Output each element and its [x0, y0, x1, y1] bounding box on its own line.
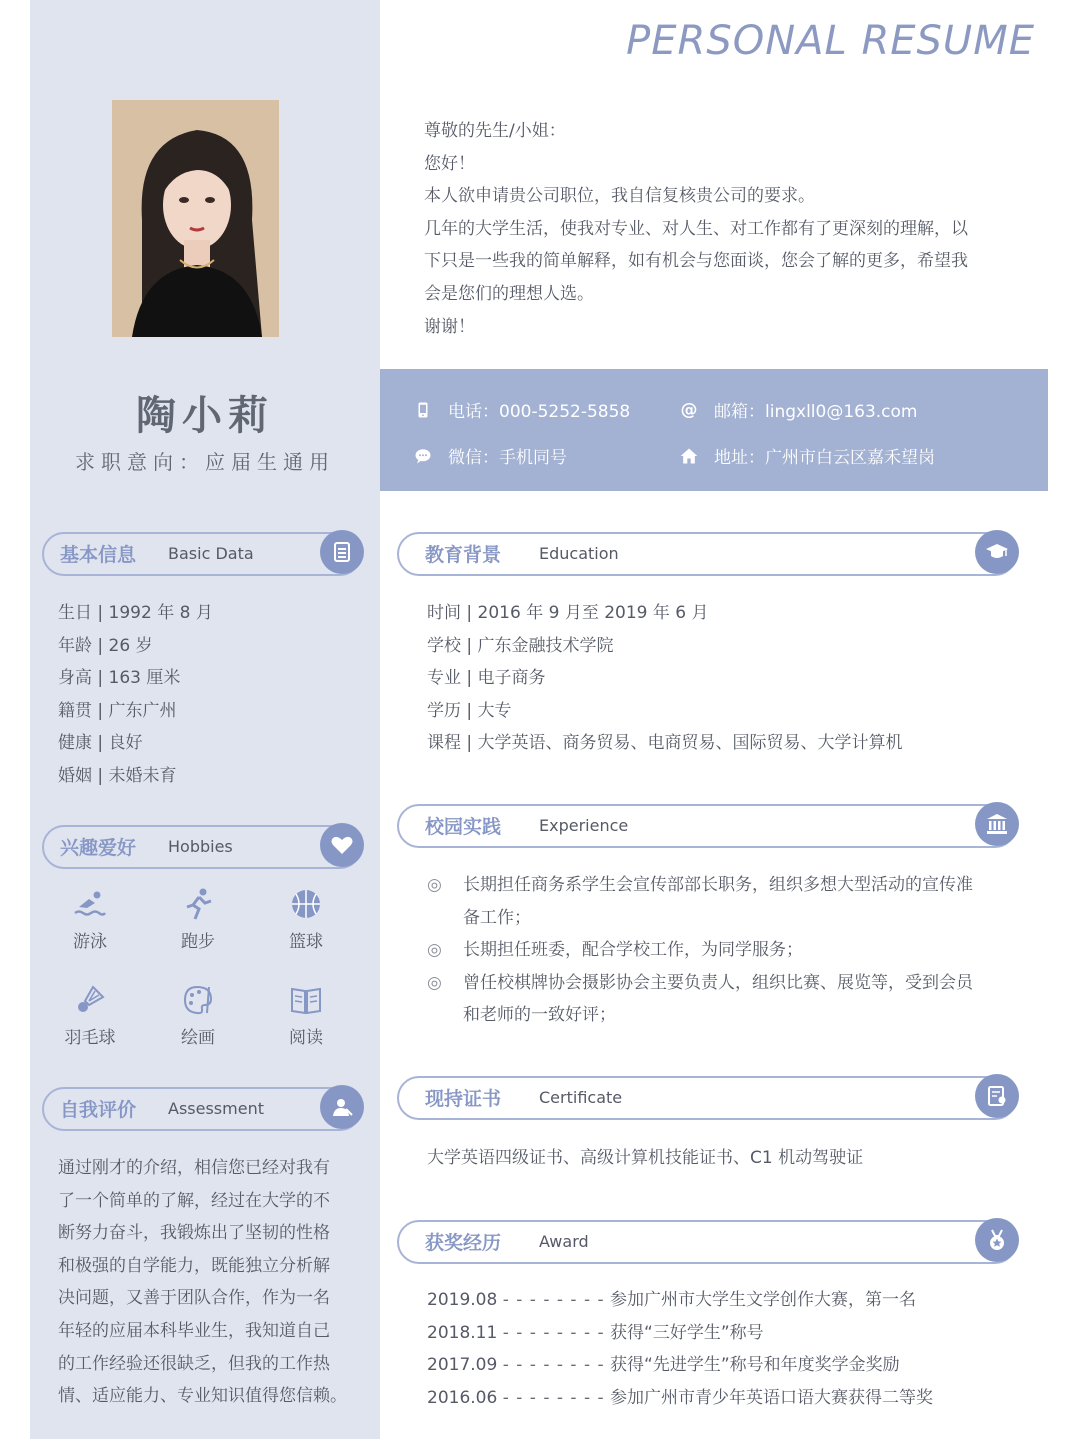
award-text: 参加广州市青少年英语口语大赛获得二等奖: [610, 1387, 934, 1408]
contact-band: [380, 369, 1048, 491]
letter-line: 您好！: [424, 153, 475, 174]
award-text: 获得“三好学生”称号: [610, 1322, 764, 1343]
wechat-text: 微信：手机同号: [448, 448, 567, 468]
phone-icon: [412, 399, 434, 421]
hobby-swimming: [50, 887, 130, 952]
contact-phone: [412, 397, 630, 422]
award-row: [427, 1285, 933, 1318]
section-title-en: Experience: [539, 816, 629, 835]
swimming-icon: [73, 887, 107, 921]
letter-line: 会是您们的理想人选。: [424, 283, 594, 304]
award-date: 2016.06: [427, 1387, 498, 1408]
hobby-reading: [266, 983, 346, 1048]
letter-line: 谢谢！: [424, 316, 475, 337]
bullet-marker: ◎: [427, 875, 442, 895]
experience-item: [427, 934, 1007, 967]
person-icon: [320, 1085, 364, 1129]
assessment-line: 通过刚才的介绍，相信您已经对我有: [58, 1158, 330, 1178]
hobby-label: 阅读: [289, 1028, 323, 1048]
education-list: [427, 598, 903, 761]
award-list: [427, 1285, 933, 1415]
education-row: 学历 | 大专: [427, 700, 512, 721]
letter-line: 尊敬的先生/小姐：: [424, 121, 566, 141]
profile-photo: [112, 100, 279, 337]
education-row: 专业 | 电子商务: [427, 668, 546, 688]
section-header-award: [397, 1220, 1017, 1264]
section-title-cn: 基本信息: [60, 544, 137, 566]
section-header-basic: [42, 532, 362, 576]
home-icon: [678, 445, 700, 467]
experience-list: [427, 869, 1007, 1032]
certificate-text: 大学英语四级证书、高级计算机技能证书、C1 机动驾驶证: [427, 1148, 864, 1168]
award-date: 2018.11: [427, 1322, 498, 1343]
basic-info-list: [58, 598, 213, 793]
section-title-en: Basic Data: [168, 544, 254, 563]
hobby-label: 篮球: [289, 932, 323, 952]
palette-icon: [181, 983, 215, 1017]
award-row: [427, 1350, 933, 1383]
education-row: 课程 | 大学英语、商务贸易、电商贸易、国际贸易、大学计算机: [427, 733, 903, 753]
experience-line: 长期担任商务系学生会宣传部部长职务，组织多想大型活动的宣传准: [463, 875, 973, 895]
section-title-en: Hobbies: [168, 837, 233, 856]
section-header-assessment: [42, 1087, 362, 1131]
job-intent: 求职意向：应届生通用: [75, 450, 335, 474]
experience-item: [427, 967, 1007, 1032]
section-header-certificate: [397, 1076, 1017, 1120]
assessment-line: 年轻的应届本科毕业生，我知道自己: [58, 1320, 330, 1341]
section-header-education: [397, 532, 1017, 576]
assessment-line: 和极强的自学能力，既能独立分析解: [58, 1255, 330, 1276]
award-dashes: - - - - - - - -: [502, 1290, 605, 1310]
experience-line: 长期担任班委，配合学校工作，为同学服务；: [463, 940, 803, 960]
hobby-label: 绘画: [181, 1028, 215, 1048]
award-dashes: - - - - - - - -: [502, 1322, 605, 1343]
award-text: 参加广州市大学生文学创作大赛，第一名: [610, 1290, 917, 1310]
section-title-en: Assessment: [168, 1099, 264, 1118]
at-icon: @: [680, 399, 698, 420]
bullet-marker: ◎: [427, 972, 442, 993]
experience-line: 备工作；: [463, 907, 531, 928]
section-header-experience: [397, 804, 1017, 848]
award-row: [427, 1318, 933, 1351]
certificate-icon: [975, 1074, 1019, 1118]
award-dashes: - - - - - - - -: [502, 1355, 605, 1375]
letter-line: 几年的大学生活，使我对专业、对人生、对工作都有了更深刻的理解，以: [424, 218, 968, 239]
award-dashes: - - - - - - - -: [502, 1387, 605, 1408]
candidate-name: 陶小莉: [136, 393, 274, 439]
section-title-cn: 校园实践: [425, 816, 502, 838]
hobby-basketball: [266, 887, 346, 952]
section-title-cn: 获奖经历: [425, 1232, 502, 1254]
self-assessment: [58, 1152, 348, 1413]
award-text: 获得“先进学生”称号和年度奖学金奖励: [610, 1355, 900, 1375]
contact-email: [678, 397, 918, 422]
heart-icon: [320, 823, 364, 867]
assessment-line: 情、适应能力、专业知识值得您信赖。: [58, 1386, 347, 1407]
education-row: 学校 | 广东金融技术学院: [427, 635, 614, 656]
shuttlecock-icon: [73, 983, 107, 1017]
award-date: 2019.08: [427, 1290, 498, 1310]
award-date: 2017.09: [427, 1355, 498, 1375]
assessment-line: 了一个简单的了解，经过在大学的不: [58, 1190, 330, 1211]
assessment-line: 决问题，又善于团队合作，作为一名: [58, 1288, 330, 1309]
education-row: 时间 | 2016 年 9 月至 2019 年 6 月: [427, 603, 709, 623]
assessment-line: 断努力奋斗，我锻炼出了坚韧的性格: [58, 1223, 330, 1244]
institution-icon: [975, 802, 1019, 846]
assessment-line: 的工作经验还很缺乏，但我的工作热: [58, 1353, 330, 1374]
phone-text: 电话：000-5252-5858: [448, 402, 631, 422]
info-row: 年龄 | 26 岁: [58, 635, 153, 656]
hobby-label: 游泳: [73, 932, 107, 952]
experience-line: 和老师的一致好评；: [463, 1005, 616, 1025]
chat-icon: [412, 445, 434, 467]
section-title-en: Education: [539, 544, 619, 563]
experience-item: [427, 869, 1007, 934]
section-title-cn: 自我评价: [60, 1099, 137, 1121]
graduation-cap-icon: [975, 530, 1019, 574]
email-text: 邮箱：lingxll0@163.com: [714, 402, 918, 422]
hobby-running: [158, 887, 238, 952]
info-row: 籍贯 | 广东广州: [58, 700, 177, 721]
experience-line: 曾任校棋牌协会摄影协会主要负责人，组织比赛、展览等，受到会员: [463, 972, 973, 993]
hobby-badminton: [50, 983, 130, 1048]
section-title-cn: 现持证书: [425, 1088, 502, 1110]
book-icon: [289, 983, 323, 1017]
info-row: 婚姻 | 未婚未育: [58, 765, 177, 786]
section-title-cn: 教育背景: [425, 544, 502, 566]
letter-line: 下只是一些我的简单解释，如有机会与您面谈，您会了解的更多，希望我: [424, 251, 968, 272]
hobby-label: 跑步: [181, 932, 215, 952]
section-title-en: Certificate: [539, 1088, 623, 1107]
section-header-hobbies: [42, 825, 362, 869]
bullet-marker: ◎: [427, 940, 442, 960]
hobby-label: 羽毛球: [64, 1028, 116, 1048]
section-title-cn: 兴趣爱好: [60, 837, 137, 859]
page-title: PERSONAL RESUME: [626, 18, 1035, 64]
info-row: 身高 | 163 厘米: [58, 668, 181, 688]
letter-line: 本人欲申请贵公司职位，我自信复核贵公司的要求。: [424, 186, 815, 207]
award-row: [427, 1383, 933, 1416]
running-icon: [181, 887, 215, 921]
document-icon: [320, 530, 364, 574]
contact-wechat: [412, 443, 567, 468]
info-row: 生日 | 1992 年 8 月: [58, 603, 213, 623]
contact-address: [678, 443, 935, 468]
section-title-en: Award: [539, 1232, 589, 1251]
medal-icon: [975, 1218, 1019, 1262]
hobby-painting: [158, 983, 238, 1048]
address-text: 地址：广州市白云区嘉禾望岗: [714, 448, 935, 468]
cover-letter: [424, 115, 1014, 343]
basketball-icon: [289, 887, 323, 921]
info-row: 健康 | 良好: [58, 733, 143, 753]
